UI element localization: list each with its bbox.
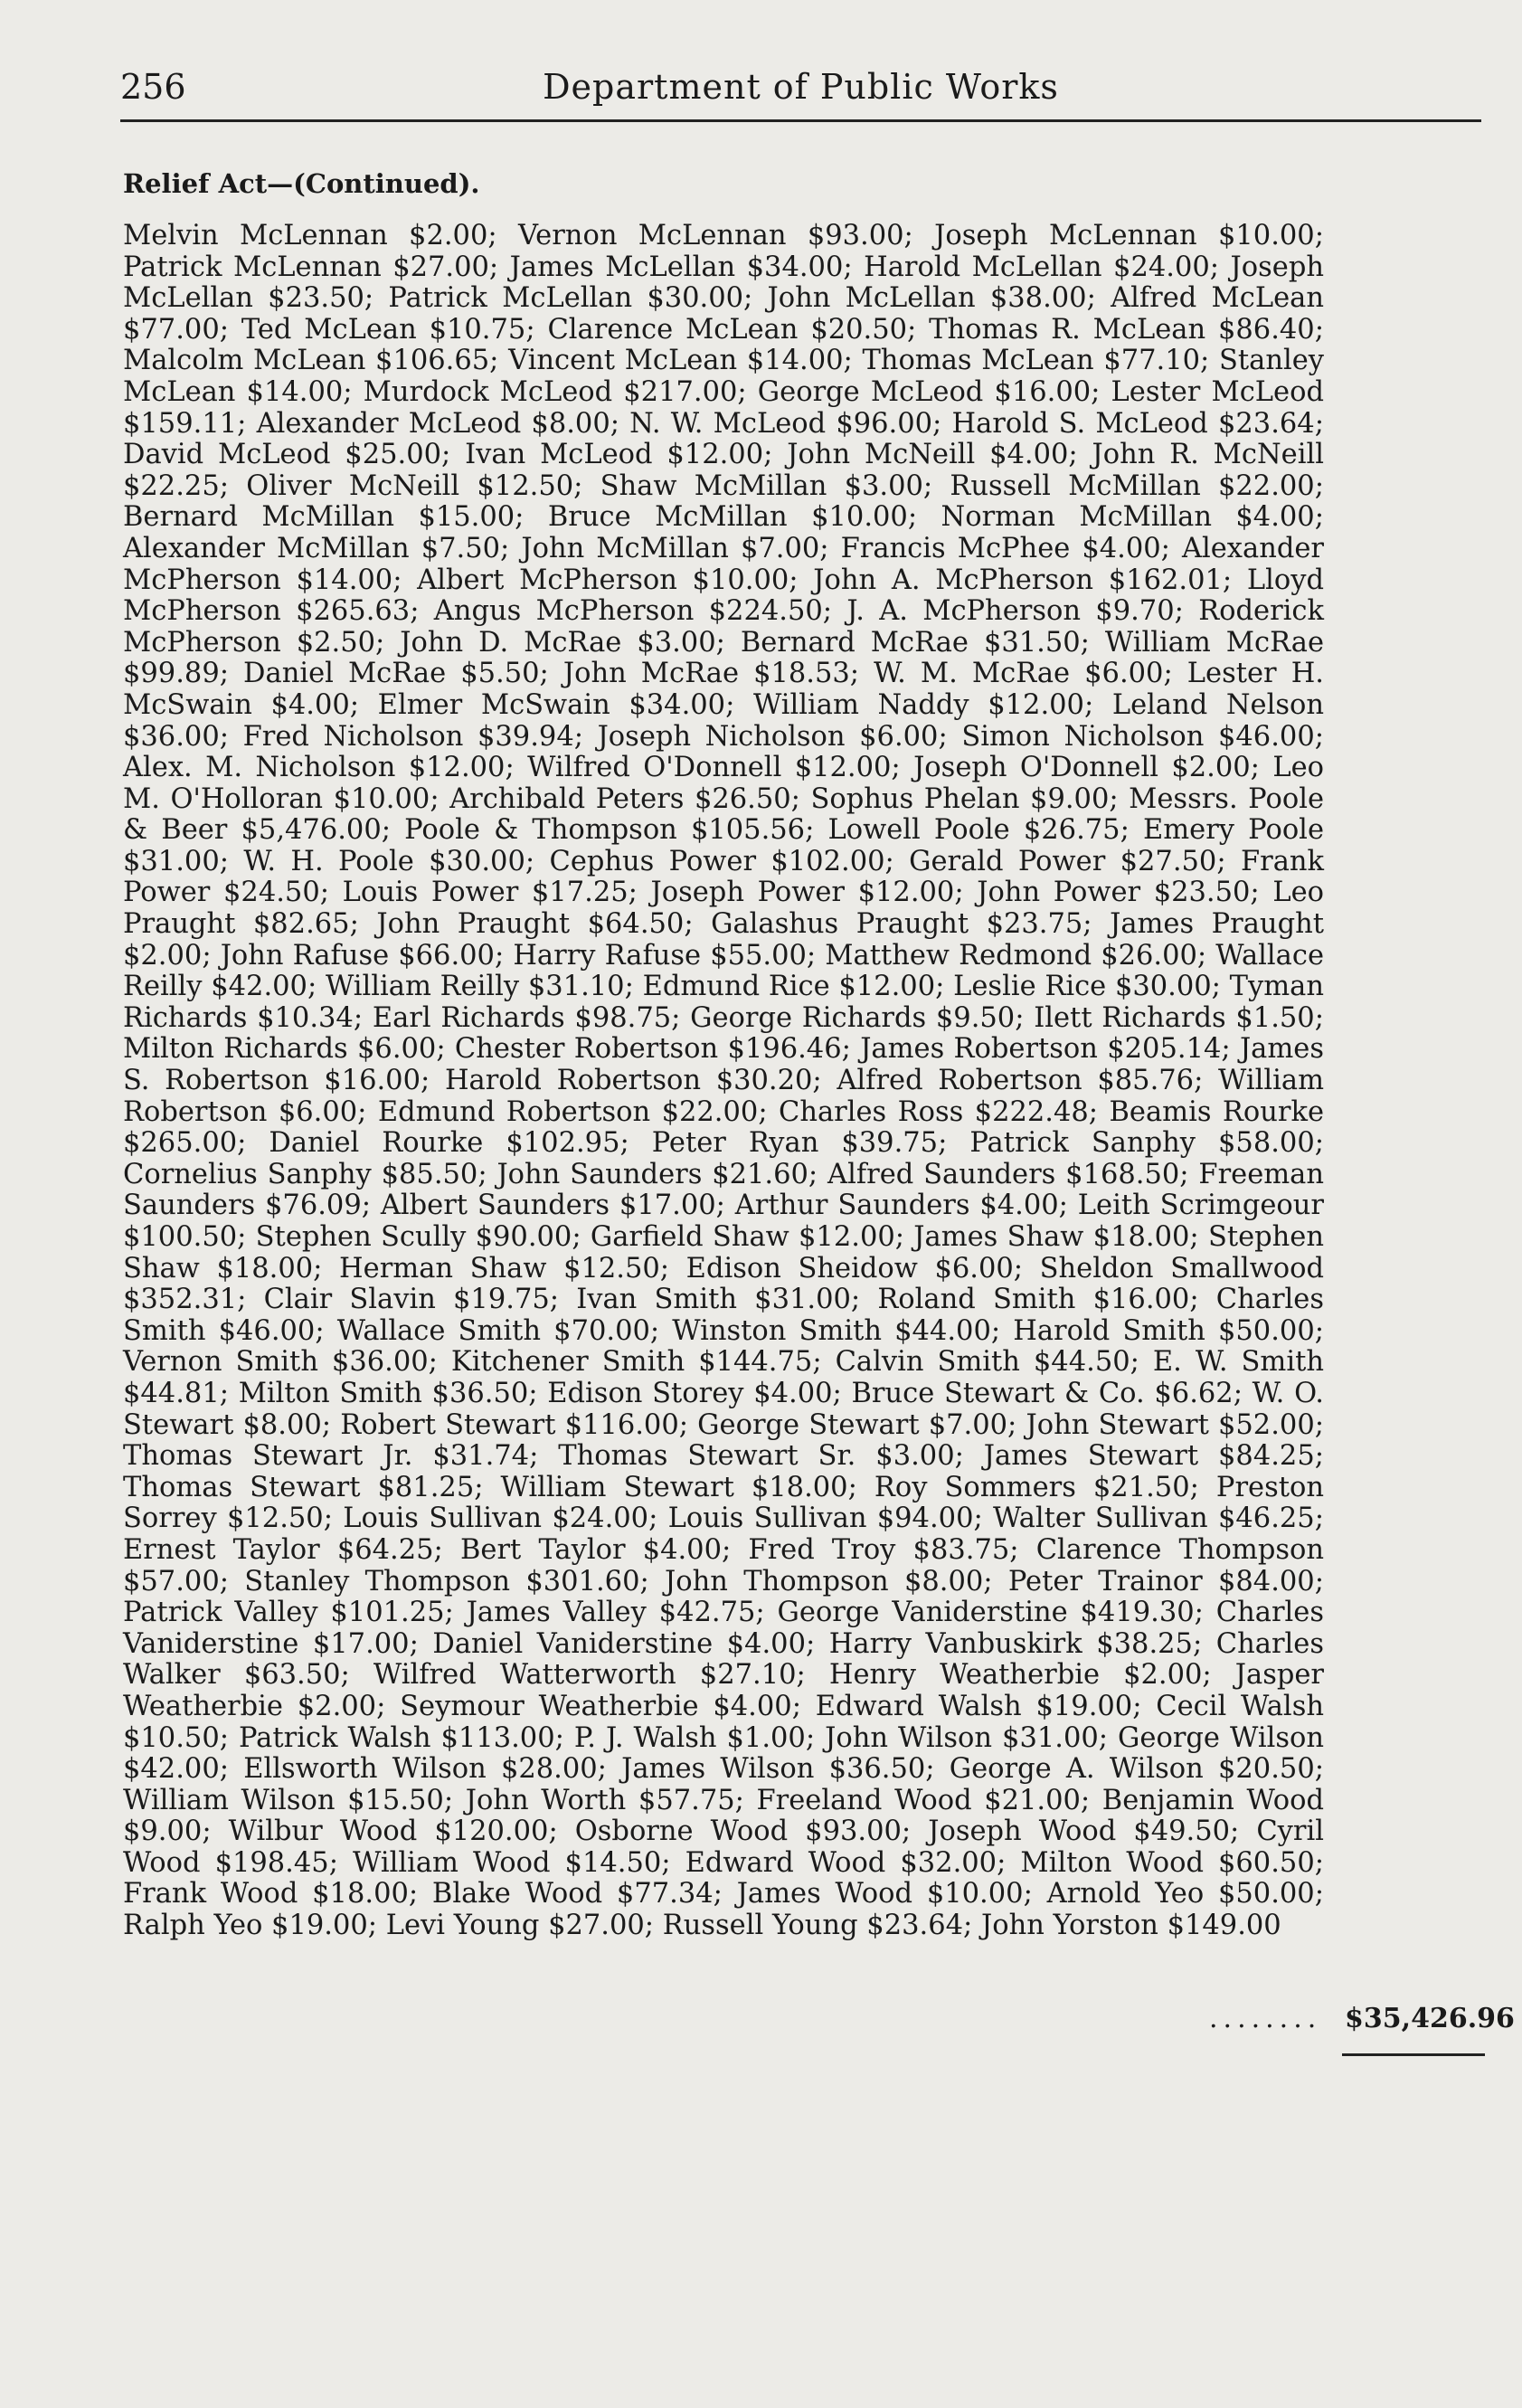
header-rule bbox=[120, 119, 1481, 122]
page-number: 256 bbox=[120, 67, 186, 107]
dot-leader: ........ bbox=[1209, 2003, 1322, 2034]
page-header bbox=[120, 62, 1481, 116]
total-amount: $35,426.96 bbox=[1345, 2003, 1515, 2034]
body-paragraph: Melvin McLennan $2.00; Vernon McLennan $93.00; Joseph McLennan $10.00; Patrick McLennan $27.00; James McLellan $34.00; Harold McLellan $24.00; Joseph McLellan $23.50; Patrick McLellan $30.00; John McLellan $38.00; Alfred McLean $77.00; Ted McLean $10.75; Clarence McLean $20.50; Thomas R. McLean $86.40; Malcolm McLean $106.65; Vincent McLean $14.00; Thomas McLean $77.10; Stanley McLean $14.00; Murdock McLeod $217.00; George McLeod $16.00; Lester McLeod $159.11; Alexander McLeod $8.00; N. W. McLeod $96.00; Harold S. McLeod $23.64; David McLeod $25.00; Ivan McLeod $12.00; John McNeill $4.00; John R. McNeill $22.25; Oliver McNeill $12.50; Shaw McMillan $3.00; Russell McMillan $22.00; Bernard McMillan $15.00; Bruce McMillan $10.00; Norman McMillan $4.00; Alexander McMillan $7.50; John McMillan $7.00; Francis McPhee $4.00; Alexander McPherson $14.00; Albert McPherson $10.00; John A. McPherson $162.01; Lloyd McPherson $265.63; Angus McPherson $224.50; J. A. McPherson $9.70; Roderick McPherson $2.50; John D. McRae $3.00; Bernard McRae $31.50; William McRae $99.89; Daniel McRae $5.50; John McRae $18.53; W. M. McRae $6.00; Lester H. McSwain $4.00; Elmer McSwain $34.00; William Naddy $12.00; Leland Nelson $36.00; Fred Nicholson $39.94; Joseph Nicholson $6.00; Simon Nicholson $46.00; Alex. M. Nicholson $12.00; Wilfred O'Donnell $12.00; Joseph O'Donnell $2.00; Leo M. O'Holloran $10.00; Archibald Peters $26.50; Sophus Phelan $9.00; Messrs. Poole & Beer $5,476.00; Poole & Thompson $105.56; Lowell Poole $26.75; Emery Poole $31.00; W. H. Poole $30.00; Cephus Power $102.00; Gerald Power $27.50; Frank Power $24.50; Louis Power $17.25; Joseph Power $12.00; John Power $23.50; Leo Praught $82.65; John Praught $64.50; Galashus Praught $23.75; James Praught $2.00; John Rafuse $66.00; Harry Rafuse $55.00; Matthew Redmond $26.00; Wallace Reilly $42.00; William Reilly $31.10; Edmund Rice $12.00; Leslie Rice $30.00; Tyman Richards $10.34; Earl Richards $98.75; George Richards $9.50; Ilett Richards $1.50; Milton Richards $6.00; Chester Robertson $196.46; James Robertson $205.14; James S. Robertson $16.00; Harold Robertson $30.20; Alfred Robertson $85.76; William Robertson $6.00; Edmund Robertson $22.00; Charles Ross $222.48; Beamis Rourke $265.00; Daniel Rourke $102.95; Peter Ryan $39.75; Patrick Sanphy $58.00; Cornelius Sanphy $85.50; John Saunders $21.60; Alfred Saunders $168.50; Freeman Saunders $76.09; Albert Saunders $17.00; Arthur Saunders $4.00; Leith Scrimgeour $100.50; Stephen Scully $90.00; Garfield Shaw $12.00; James Shaw $18.00; Stephen Shaw $18.00; Herman Shaw $12.50; Edison Sheidow $6.00; Sheldon Smallwood $352.31; Clair Slavin $19.75; Ivan Smith $31.00; Roland Smith $16.00; Charles Smith $46.00; Wallace Smith $70.00; Winston Smith $44.00; Harold Smith $50.00; Vernon Smith $36.00; Kitchener Smith $144.75; Calvin Smith $44.50; E. W. Smith $44.81; Milton Smith $36.50; Edison Storey $4.00; Bruce Stewart & Co. $6.62; W. O. Stewart $8.00; Robert Stewart $116.00; George Stewart $7.00; John Stewart $52.00; Thomas Stewart Jr. $31.74; Thomas Stewart Sr. $3.00; James Stewart $84.25; Thomas Stewart $81.25; William Stewart $18.00; Roy Sommers $21.50; Preston Sorrey $12.50; Louis Sullivan $24.00; Louis Sullivan $94.00; Walter Sullivan $46.25; Ernest Taylor $64.25; Bert Taylor $4.00; Fred Troy $83.75; Clarence Thompson $57.00; Stanley Thompson $301.60; John Thompson $8.00; Peter Trainor $84.00; Patrick Valley $101.25; James Valley $42.75; George Vaniderstine $419.30; Charles Vaniderstine $17.00; Daniel Vaniderstine $4.00; Harry Vanbuskirk $38.25; Charles Walker $63.50; Wilfred Watterworth $27.10; Henry Weatherbie $2.00; Jasper Weatherbie $2.00; Seymour Weatherbie $4.00; Edward Walsh $19.00; Cecil Walsh $10.50; Patrick Walsh $113.00; P. J. Walsh $1.00; John Wilson $31.00; George Wilson $42.00; Ellsworth Wilson $28.00; James Wilson $36.50; George A. Wilson $20.50; William Wilson $15.50; John Worth $57.75; Freeland Wood $21.00; Benjamin Wood $9.00; Wilbur Wood $120.00; Osborne Wood $93.00; Joseph Wood $49.50; Cyril Wood $198.45; William Wood $14.50; Edward Wood $32.00; Milton Wood $60.50; Frank Wood $18.00; Blake Wood $77.34; James Wood $10.00; Arnold Yeo $50.00; Ralph Yeo $19.00; Levi Young $27.00; Russell Young $23.64; John Yorston $149.00 bbox=[123, 220, 1324, 1942]
running-title: Department of Public Works bbox=[543, 67, 1059, 107]
section-heading: Relief Act—(Continued). bbox=[123, 168, 480, 199]
total-rule bbox=[1342, 2053, 1485, 2056]
